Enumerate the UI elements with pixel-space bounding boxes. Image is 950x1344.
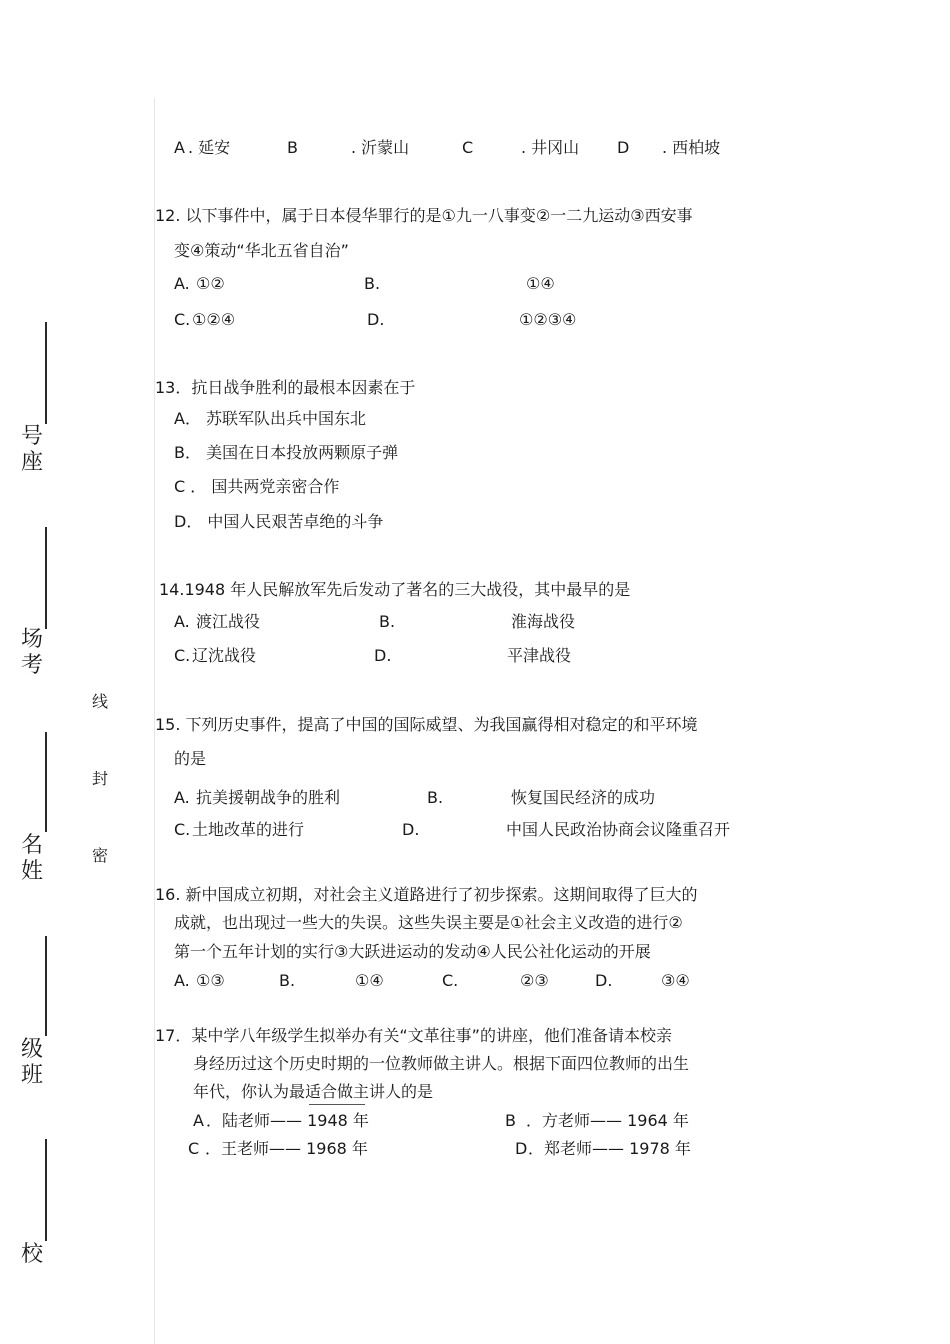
option-text: ①②③④ bbox=[519, 310, 577, 329]
option-text: ．方老师—— 1964 年 bbox=[526, 1111, 689, 1130]
option-letter: D. bbox=[367, 310, 385, 329]
option-text: 恢复国民经济的成功 bbox=[511, 788, 656, 807]
margin-rule bbox=[45, 322, 47, 424]
option-text: 中国人民政治协商会议隆重召开 bbox=[506, 820, 731, 839]
question-stem: 17．某中学八年级学生拟举办有关“文革往事”的讲座，他们准备请本校亲 bbox=[155, 1026, 672, 1045]
margin-char: 场 bbox=[20, 627, 43, 652]
option-text: . 西柏坡 bbox=[662, 138, 721, 157]
margin-char: 考 bbox=[20, 653, 43, 678]
option-text: ①④ bbox=[526, 274, 555, 293]
option-text: 辽沈战役 bbox=[192, 646, 257, 665]
option-text: 淮海战役 bbox=[511, 612, 576, 631]
option-text: ②③ bbox=[520, 971, 549, 990]
question-stem: 的是 bbox=[174, 749, 207, 768]
option-text: . 井冈山 bbox=[521, 138, 580, 157]
option-letter: B. bbox=[427, 788, 444, 807]
question-stem: 第一个五年计划的实行③大跃进运动的发动④人民公社化运动的开展 bbox=[174, 942, 651, 961]
option-text: 平津战役 bbox=[507, 646, 572, 665]
option-letter: D bbox=[617, 138, 630, 157]
option-text: ①②④ bbox=[192, 310, 236, 329]
option-letter: B bbox=[287, 138, 298, 157]
emphasis-underline bbox=[309, 1104, 365, 1105]
question-stem: 变④策动“华北五省自治” bbox=[174, 241, 349, 260]
option-letter: B. bbox=[379, 612, 396, 631]
option-letter: A. bbox=[174, 971, 190, 990]
option-letter: B. bbox=[364, 274, 381, 293]
option-text: 渡江战役 bbox=[196, 612, 261, 631]
option-letter: C. bbox=[174, 646, 191, 665]
margin-label-name bbox=[19, 833, 45, 885]
margin-rule bbox=[45, 936, 47, 1036]
option-text: D． 中国人民艰苦卓绝的斗争 bbox=[174, 512, 384, 531]
margin-rule bbox=[45, 732, 47, 832]
option-letter: D. bbox=[595, 971, 613, 990]
option-letter: A bbox=[193, 1111, 204, 1130]
option-letter: D bbox=[515, 1139, 528, 1158]
question-stem: 16. 新中国成立初期，对社会主义道路进行了初步探索。这期间取得了巨大的 bbox=[155, 885, 698, 904]
option-letter: A. bbox=[174, 612, 190, 631]
option-letter: C. bbox=[442, 971, 459, 990]
seal-line-text: 封 bbox=[92, 769, 109, 788]
option-text: B． 美国在日本投放两颗原子弹 bbox=[174, 443, 399, 462]
margin-char: 级 bbox=[20, 1037, 43, 1062]
option-text: C ． 国共两党亲密合作 bbox=[174, 477, 340, 496]
option-text: . 延安 bbox=[188, 138, 231, 157]
option-text: ．王老师—— 1968 年 bbox=[205, 1139, 368, 1158]
question-stem: 12. 以下事件中，属于日本侵华罪行的是①九一八事变②一二九运动③西安事 bbox=[155, 206, 693, 225]
margin-label-seat bbox=[19, 424, 45, 476]
option-text: ③④ bbox=[661, 971, 690, 990]
question-stem: 年代，你认为最适合做主讲人的是 bbox=[193, 1082, 434, 1101]
option-text: ①② bbox=[196, 274, 225, 293]
seal-line-text: 密 bbox=[92, 846, 109, 865]
margin-char: 号 bbox=[20, 424, 43, 449]
question-stem: 15. 下列历史事件，提高了中国的国际威望、为我国赢得相对稳定的和平环境 bbox=[155, 715, 698, 734]
option-letter: D. bbox=[402, 820, 420, 839]
question-stem: 13．抗日战争胜利的最根本因素在于 bbox=[155, 378, 416, 397]
option-letter: A. bbox=[174, 788, 190, 807]
option-letter: A. bbox=[174, 274, 190, 293]
option-text: 土地改革的进行 bbox=[192, 820, 305, 839]
option-letter: C. bbox=[174, 820, 191, 839]
option-letter: C bbox=[188, 1139, 200, 1158]
seal-line-text: 线 bbox=[92, 692, 109, 711]
option-text: A． 苏联军队出兵中国东北 bbox=[174, 409, 367, 428]
option-text: ①④ bbox=[355, 971, 384, 990]
option-letter: B bbox=[505, 1111, 516, 1130]
margin-rule bbox=[45, 1139, 47, 1241]
margin-char: 姓 bbox=[20, 859, 43, 884]
option-text: ．郑老师—— 1978 年 bbox=[528, 1139, 691, 1158]
option-text: ．陆老师—— 1948 年 bbox=[206, 1111, 369, 1130]
option-text: 抗美援朝战争的胜利 bbox=[196, 788, 341, 807]
option-text: ①③ bbox=[196, 971, 225, 990]
option-text: . 沂蒙山 bbox=[351, 138, 410, 157]
option-letter: C bbox=[462, 138, 474, 157]
margin-label-school bbox=[19, 1242, 45, 1268]
option-letter: A bbox=[174, 138, 185, 157]
margin-rule bbox=[45, 527, 47, 629]
option-letter: B. bbox=[279, 971, 296, 990]
margin-char: 名 bbox=[20, 833, 43, 858]
question-stem: 14.1948 年人民解放军先后发动了著名的三大战役，其中最早的是 bbox=[159, 580, 631, 599]
margin-label-class bbox=[19, 1037, 45, 1089]
margin-label-room bbox=[19, 627, 45, 679]
option-letter: C. bbox=[174, 310, 191, 329]
margin-char: 校 bbox=[20, 1242, 43, 1267]
margin-char: 座 bbox=[20, 450, 43, 475]
question-stem: 成就，也出现过一些大的失误。这些失误主要是①社会主义改造的进行② bbox=[174, 913, 683, 932]
option-letter: D. bbox=[374, 646, 392, 665]
margin-char: 班 bbox=[20, 1063, 43, 1088]
question-stem: 身经历过这个历史时期的一位教师做主讲人。根据下面四位教师的出生 bbox=[193, 1054, 690, 1073]
